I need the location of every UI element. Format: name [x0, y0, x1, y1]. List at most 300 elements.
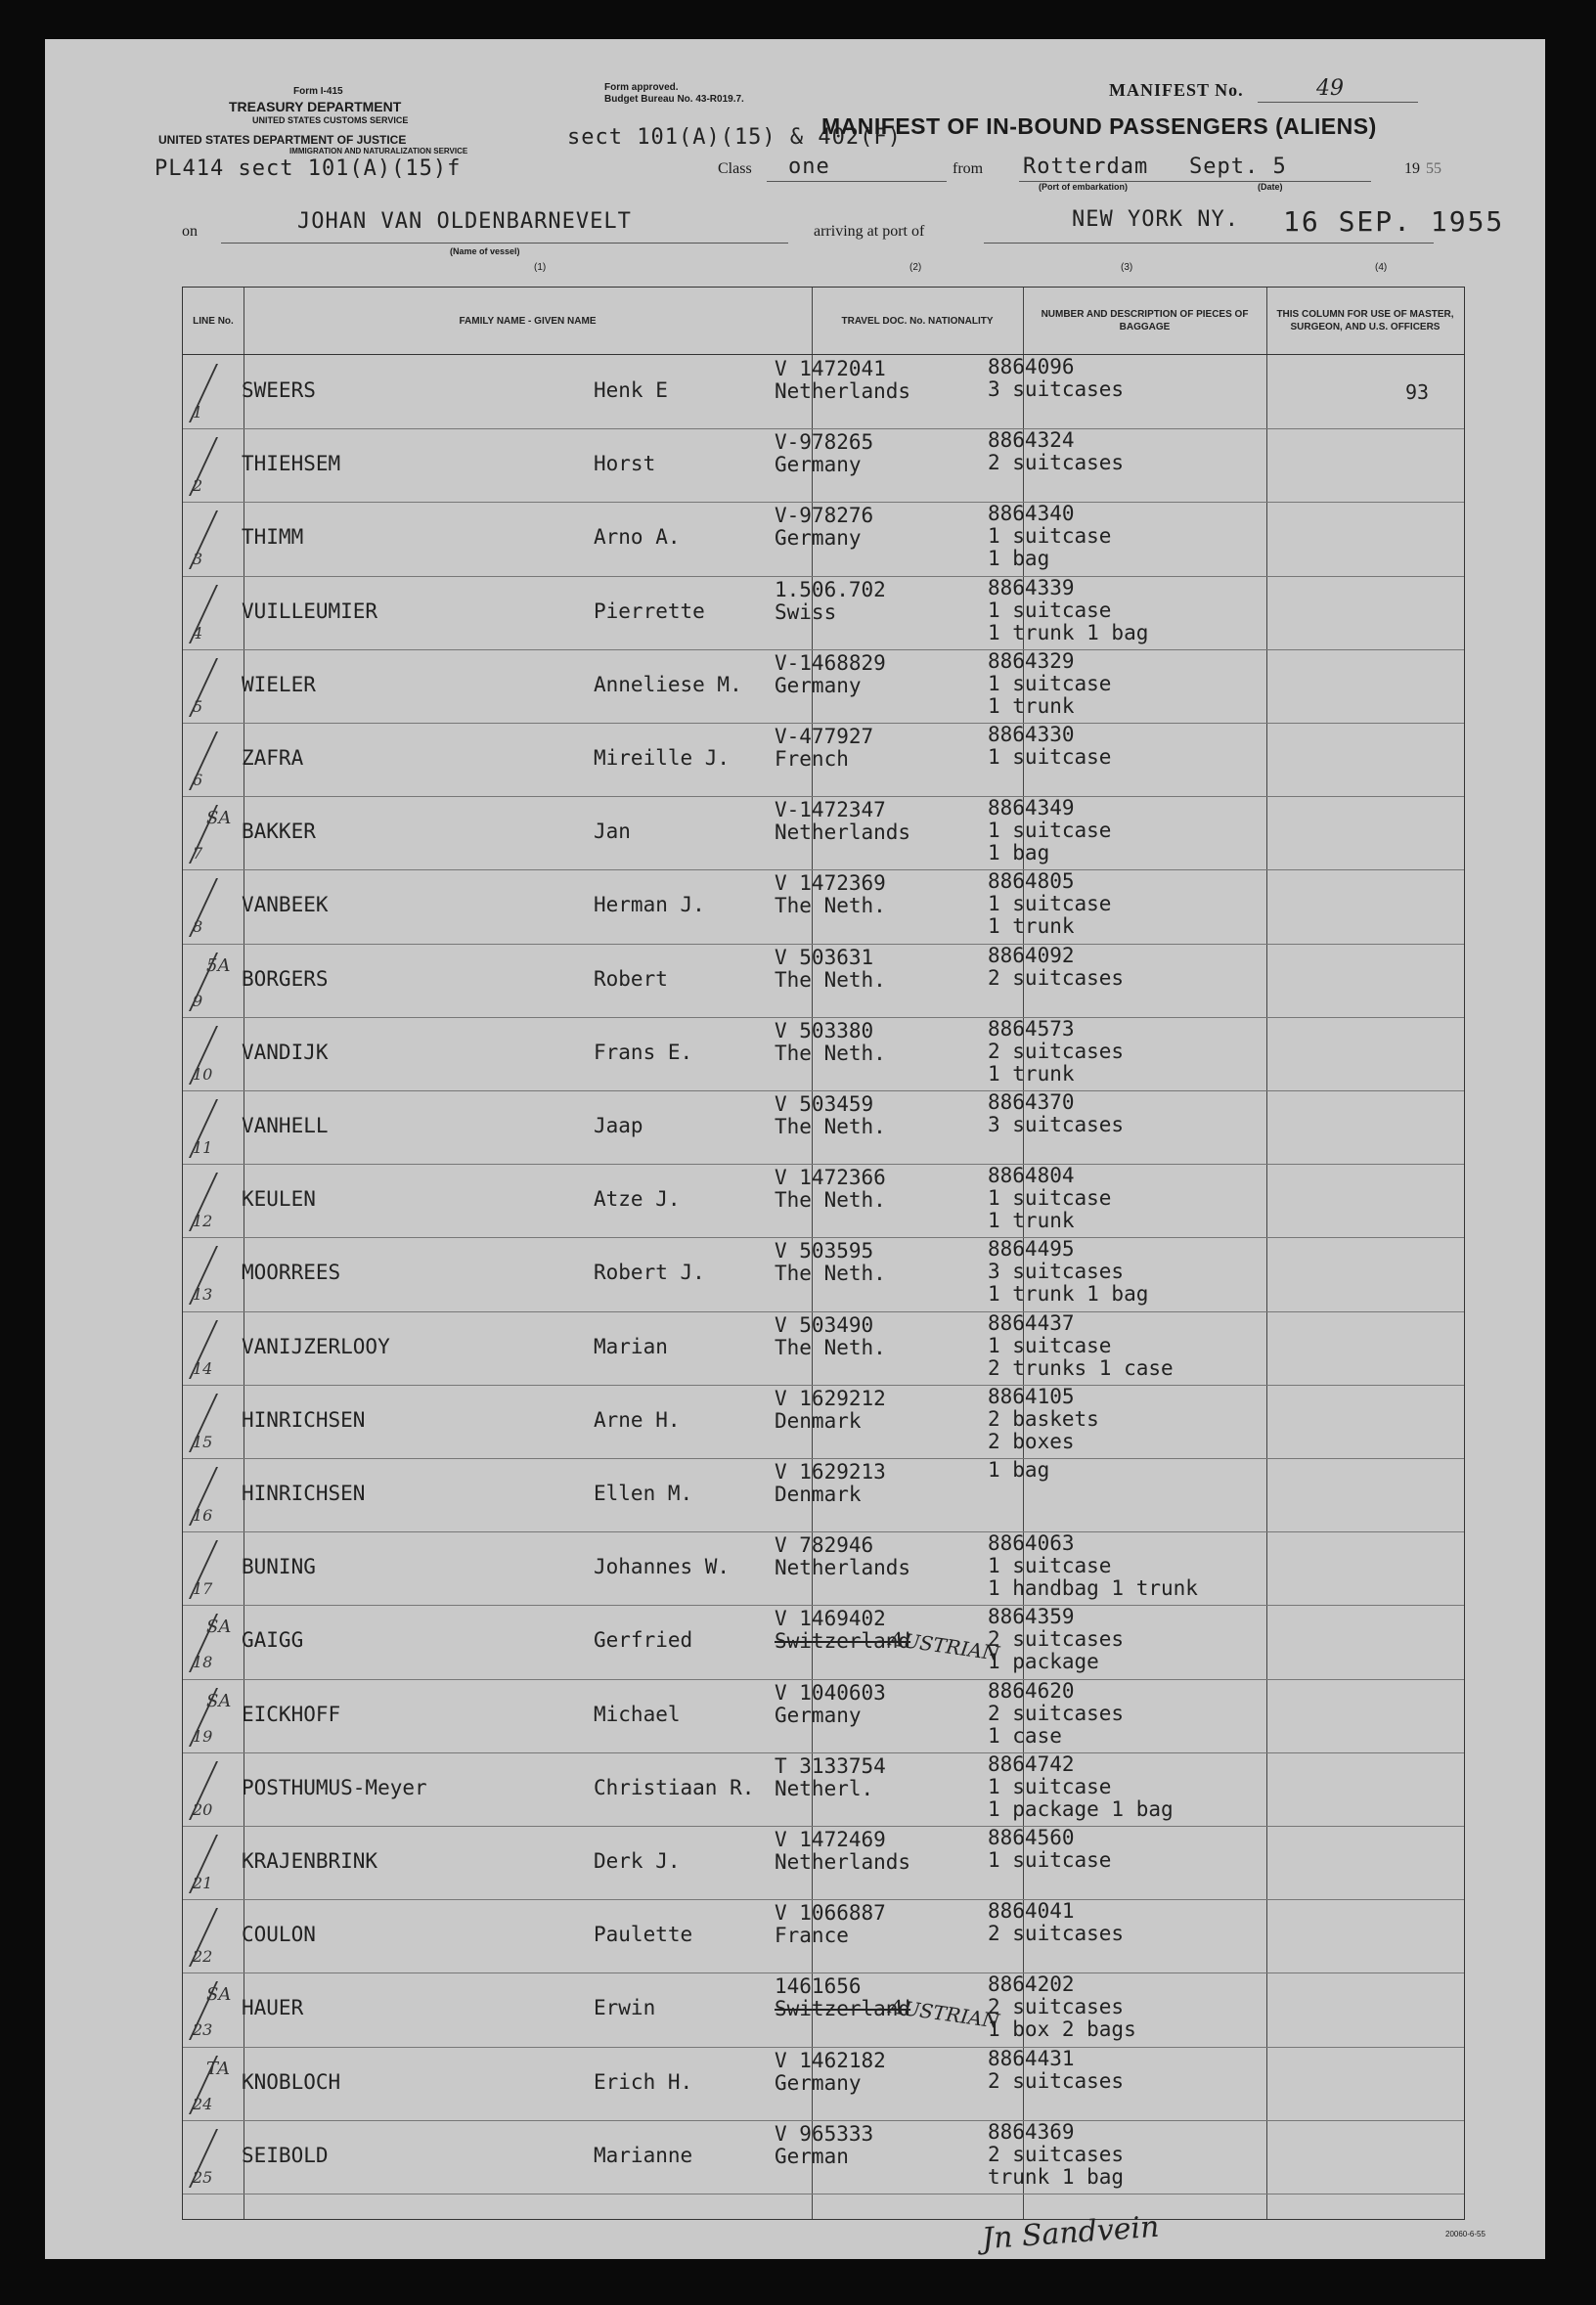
- class-value: one: [788, 155, 830, 179]
- baggage-line: 8864340: [988, 502, 1075, 526]
- line-number: 21: [193, 1874, 213, 1892]
- baggage-line: 1 suitcase: [988, 892, 1112, 916]
- table-row: [183, 1532, 1464, 1606]
- family-name: THIEHSEM: [242, 452, 341, 476]
- embarkation-date: Sept. 5: [1189, 155, 1287, 179]
- given-name: Jaap: [594, 1114, 643, 1137]
- family-name: MOORREES: [242, 1261, 341, 1285]
- given-name: Michael: [594, 1702, 681, 1726]
- family-name: HINRICHSEN: [242, 1407, 366, 1432]
- given-name: Derk J.: [594, 1849, 681, 1873]
- baggage-line: 1 suitcase: [988, 1333, 1112, 1357]
- family-name: COULON: [242, 1923, 316, 1947]
- doc-number: V 503459: [775, 1092, 874, 1116]
- table-row: [183, 650, 1464, 724]
- baggage: [988, 1606, 1124, 1673]
- col-number-4: (4): [1375, 262, 1388, 273]
- baggage-line: 1 trunk: [988, 914, 1075, 939]
- nationality: The Neth.: [775, 1041, 886, 1065]
- baggage-line: 8864370: [988, 1090, 1075, 1114]
- given-name: Gerfried: [594, 1628, 693, 1653]
- family-name: SWEERS: [242, 378, 316, 402]
- footer-signature: Jn Sandvein: [981, 2209, 1161, 2257]
- given-name: Robert: [594, 966, 668, 991]
- travel-doc: [775, 1240, 886, 1285]
- doc-number: V 503490: [775, 1312, 874, 1337]
- family-name: VANBEEK: [242, 893, 329, 917]
- law-line-2: PL414 sect 101(A)(15)f: [155, 156, 462, 181]
- baggage: [988, 1018, 1124, 1086]
- baggage-line: 2 suitcases: [988, 1627, 1125, 1652]
- doc-number: V-978276: [775, 504, 874, 528]
- line-number: 22: [193, 1947, 213, 1967]
- doc-number: V 503595: [775, 1239, 874, 1263]
- baggage-line: 2 suitcases: [988, 1039, 1125, 1063]
- line-number: 18: [193, 1653, 213, 1672]
- family-name: ZAFRA: [242, 746, 304, 770]
- doc-number: V 1629212: [775, 1386, 886, 1410]
- table-row: [183, 503, 1464, 576]
- line-number: 10: [193, 1064, 213, 1084]
- baggage: [988, 797, 1111, 864]
- baggage: [988, 1165, 1111, 1232]
- baggage-line: 8864349: [988, 796, 1075, 820]
- annotation-mark: SA: [206, 1617, 232, 1638]
- travel-doc: [775, 1534, 910, 1579]
- family-name: BUNING: [242, 1555, 316, 1579]
- baggage-line: 2 suitcases: [988, 1922, 1125, 1946]
- baggage: [988, 724, 1111, 769]
- family-name: KNOBLOCH: [242, 2069, 341, 2094]
- line-number: 13: [193, 1285, 213, 1305]
- baggage: [988, 1532, 1198, 1600]
- given-name: Erich H.: [594, 2069, 693, 2094]
- baggage-line: 1 bag: [988, 547, 1050, 571]
- given-name: Herman J.: [594, 893, 705, 917]
- manifest-label: MANIFEST No.: [1109, 80, 1244, 100]
- baggage: [988, 870, 1111, 938]
- line-number: 5: [193, 696, 203, 716]
- doc-number: T 3133754: [775, 1753, 886, 1778]
- baggage-line: 8864202: [988, 1973, 1075, 1997]
- col-header-officers: THIS COLUMN FOR USE OF MASTER, SURGEON, AND U.S. OFFICERS: [1276, 309, 1454, 332]
- baggage: [988, 945, 1124, 990]
- baggage-line: 1 case: [988, 1723, 1062, 1748]
- nationality: Netherlands: [775, 379, 911, 403]
- doc-number: V 1469402: [775, 1607, 886, 1631]
- travel-doc: [775, 1020, 886, 1065]
- baggage-line: 8864573: [988, 1016, 1075, 1041]
- given-name: Marian: [594, 1334, 668, 1358]
- nationality: Germany: [775, 673, 862, 697]
- line-number: 20: [193, 1799, 213, 1819]
- baggage-line: 8864092: [988, 943, 1075, 967]
- year-prefix: 19: [1404, 160, 1420, 177]
- annotation-mark: TA: [206, 2058, 231, 2079]
- line-number: 15: [193, 1432, 213, 1451]
- annotation-mark: SA: [206, 1690, 232, 1711]
- table-row: [183, 429, 1464, 503]
- travel-doc: [775, 1388, 886, 1433]
- baggage-line: 8864742: [988, 1751, 1075, 1776]
- table-row: [183, 577, 1464, 650]
- nationality: Netherlands: [775, 820, 911, 845]
- nationality: Denmark: [775, 1483, 862, 1506]
- baggage-line: 2 suitcases: [988, 1995, 1125, 2019]
- doc-number: V 503380: [775, 1018, 874, 1042]
- travel-doc: [775, 505, 873, 550]
- baggage-line: 8864330: [988, 723, 1075, 746]
- baggage-line: 3 suitcases: [988, 1260, 1125, 1284]
- nationality-correction: AUSTRIAN: [887, 1994, 1001, 2034]
- doc-number: V 503631: [775, 945, 874, 969]
- baggage-line: 8864359: [988, 1605, 1075, 1629]
- travel-doc: [775, 358, 910, 403]
- baggage-line: 1 package 1 bag: [988, 1796, 1174, 1821]
- family-name: BAKKER: [242, 820, 316, 844]
- table-row: [183, 945, 1464, 1018]
- nationality: Netherlands: [775, 1850, 911, 1874]
- family-name: GAIGG: [242, 1628, 304, 1653]
- nationality: The Neth.: [775, 967, 886, 992]
- travel-doc: [775, 726, 873, 771]
- travel-doc: [775, 431, 873, 476]
- travel-doc: [775, 1682, 886, 1727]
- line-number: 6: [193, 771, 203, 789]
- doc-number: V 1472041: [775, 357, 886, 380]
- travel-doc: [775, 872, 886, 917]
- travel-doc: [775, 1755, 886, 1800]
- baggage: [988, 1827, 1111, 1872]
- given-name: Erwin: [594, 1996, 656, 2020]
- manifest-number: 49: [1316, 76, 1344, 101]
- nationality: German: [775, 2144, 849, 2168]
- baggage-line: 2 suitcases: [988, 1701, 1125, 1725]
- arrival-date-stamp: 16 SEP. 1955: [1283, 205, 1505, 238]
- family-name: BORGERS: [242, 966, 329, 991]
- family-name: VANDIJK: [242, 1040, 329, 1064]
- table-row: [183, 1238, 1464, 1311]
- baggage-line: 8864804: [988, 1164, 1075, 1188]
- line-number: 25: [193, 2167, 213, 2187]
- travel-doc: [775, 2050, 886, 2095]
- baggage-line: 2 suitcases: [988, 2142, 1125, 2166]
- baggage: [988, 1091, 1124, 1136]
- doc-number: V-477927: [775, 725, 874, 748]
- table-row: [183, 1827, 1464, 1900]
- date-caption: (Date): [1258, 182, 1283, 192]
- given-name: Robert J.: [594, 1261, 705, 1285]
- table-row: [183, 1753, 1464, 1827]
- baggage: [988, 1459, 1049, 1482]
- footer-code: 20060-6-55: [1445, 2230, 1485, 2239]
- doc-number: V 1629213: [775, 1460, 886, 1484]
- class-label: Class: [718, 160, 752, 177]
- doc-number: V 1040603: [775, 1680, 886, 1705]
- nationality: The Neth.: [775, 1335, 886, 1359]
- table-row: [183, 2048, 1464, 2121]
- arrival-port: NEW YORK NY.: [1072, 207, 1239, 232]
- port-caption: (Port of embarkation): [1039, 182, 1129, 192]
- table-row: [183, 1606, 1464, 1679]
- given-name: Christiaan R.: [594, 1775, 755, 1799]
- given-name: Marianne: [594, 2143, 693, 2167]
- nationality: Germany: [775, 1703, 862, 1727]
- given-name: Pierrette: [594, 598, 705, 623]
- baggage-line: 1 suitcase: [988, 1554, 1112, 1578]
- nationality: Denmark: [775, 1408, 862, 1433]
- baggage-line: 2 suitcases: [988, 2068, 1125, 2093]
- family-name: POSTHUMUS-Meyer: [242, 1775, 427, 1799]
- baggage: [988, 1238, 1148, 1306]
- agency-sub: IMMIGRATION AND NATURALIZATION SERVICE: [289, 147, 468, 155]
- baggage-line: 8864437: [988, 1310, 1075, 1335]
- given-name: Paulette: [594, 1923, 693, 1947]
- table-row: [183, 1459, 1464, 1532]
- table-row: [183, 1386, 1464, 1459]
- baggage: [988, 503, 1111, 570]
- nationality: The Neth.: [775, 1188, 886, 1213]
- baggage-line: 1 trunk: [988, 693, 1075, 718]
- line-number: 1: [193, 403, 203, 421]
- nationality: Germany: [775, 453, 862, 477]
- officer-note: 93: [1405, 380, 1430, 404]
- nationality: Switzerland: [775, 1997, 911, 2021]
- col-header-baggage: NUMBER AND DESCRIPTION OF PIECES OF BAGGAGE: [1041, 309, 1249, 332]
- table-row: [183, 797, 1464, 870]
- baggage-line: 1 suitcase: [988, 1186, 1112, 1211]
- doc-number: V 782946: [775, 1533, 874, 1558]
- baggage-line: 1 trunk 1 bag: [988, 1282, 1149, 1307]
- nationality: The Neth.: [775, 1262, 886, 1286]
- nationality: Swiss: [775, 599, 837, 624]
- line-number: 16: [193, 1506, 213, 1525]
- family-name: VANHELL: [242, 1114, 329, 1137]
- nationality: Switzerland: [775, 1629, 911, 1654]
- nationality-correction: AUSTRIAN: [887, 1626, 1001, 1666]
- baggage: [988, 356, 1124, 401]
- given-name: Henk E: [594, 378, 668, 402]
- doc-number: V 1472369: [775, 871, 886, 896]
- table-row: [183, 1018, 1464, 1091]
- travel-doc: [775, 1093, 886, 1138]
- baggage-line: 1 suitcase: [988, 819, 1112, 843]
- baggage-line: 1 package: [988, 1650, 1099, 1674]
- family-name: KRAJENBRINK: [242, 1849, 378, 1873]
- nationality: The Neth.: [775, 1115, 886, 1138]
- baggage-line: 8864431: [988, 2046, 1075, 2070]
- baggage-line: 2 trunks 1 case: [988, 1355, 1174, 1380]
- baggage: [988, 2121, 1124, 2189]
- doc-number: V-978265: [775, 430, 874, 455]
- baggage-line: 1 suitcase: [988, 1848, 1112, 1872]
- table-row: [183, 1973, 1464, 2047]
- nationality: French: [775, 747, 849, 771]
- agency-stamp: UNITED STATES DEPARTMENT OF JUSTICE: [158, 133, 407, 147]
- baggage-line: trunk 1 bag: [988, 2164, 1125, 2189]
- doc-number: 1.506.702: [775, 577, 886, 601]
- doc-number: V 965333: [775, 2121, 874, 2146]
- travel-doc: [775, 579, 886, 624]
- doc-number: 1461656: [775, 1974, 862, 1999]
- baggage: [988, 1312, 1174, 1380]
- line-number: 7: [193, 844, 203, 864]
- baggage-line: 8864620: [988, 1678, 1075, 1703]
- line-number: 12: [193, 1212, 213, 1231]
- family-name: WIELER: [242, 672, 316, 696]
- doc-number: V 1472469: [775, 1828, 886, 1851]
- table-row: [183, 724, 1464, 797]
- nationality: Germany: [775, 2070, 862, 2095]
- baggage-line: 2 boxes: [988, 1429, 1075, 1453]
- baggage: [988, 429, 1124, 474]
- baggage-line: 8864805: [988, 869, 1075, 894]
- travel-doc: [775, 1167, 886, 1212]
- family-name: EICKHOFF: [242, 1702, 341, 1726]
- travel-doc: [775, 799, 910, 844]
- passenger-table: [182, 287, 1465, 2220]
- vessel-caption: (Name of vessel): [450, 246, 520, 256]
- baggage-line: 8864324: [988, 428, 1075, 453]
- given-name: Ellen M.: [594, 1482, 693, 1505]
- form-approved: Form approved.: [604, 82, 679, 93]
- baggage-line: 8864339: [988, 575, 1075, 599]
- col-number-2: (2): [909, 262, 922, 273]
- table-row: [183, 2121, 1464, 2194]
- travel-doc: [775, 1829, 910, 1874]
- family-name: THIMM: [242, 525, 304, 550]
- port-of-embarkation: Rotterdam: [1023, 155, 1149, 179]
- col-header-name: FAMILY NAME - GIVEN NAME: [459, 315, 597, 327]
- baggage: [988, 650, 1111, 718]
- baggage-line: 8864063: [988, 1531, 1075, 1556]
- given-name: Frans E.: [594, 1040, 693, 1064]
- given-name: Mireille J.: [594, 746, 731, 770]
- baggage: [988, 577, 1148, 644]
- family-name: SEIBOLD: [242, 2143, 329, 2167]
- baggage-line: 1 suitcase: [988, 745, 1112, 769]
- line-number: 17: [193, 1579, 213, 1599]
- travel-doc: [775, 1902, 886, 1947]
- line-number: 3: [193, 550, 203, 569]
- department: TREASURY DEPARTMENT: [229, 99, 402, 114]
- given-name: Jan: [594, 820, 631, 844]
- law-line-1: sect 101(A)(15) & 402(F): [567, 125, 902, 150]
- line-number: 2: [193, 476, 203, 496]
- on-label: on: [182, 223, 198, 240]
- baggage-line: 8864041: [988, 1899, 1075, 1924]
- given-name: Arne H.: [594, 1407, 681, 1432]
- table-row: [183, 1900, 1464, 1973]
- table-row: [183, 1312, 1464, 1386]
- col-number-3: (3): [1121, 262, 1133, 273]
- baggage-line: 2 suitcases: [988, 451, 1125, 475]
- line-number: 8: [193, 917, 203, 937]
- from-label: from: [953, 160, 984, 177]
- doc-number: V-1468829: [775, 650, 886, 675]
- given-name: Johannes W.: [594, 1555, 731, 1579]
- baggage-line: 1 suitcase: [988, 671, 1112, 695]
- line-number: 4: [193, 623, 203, 643]
- table-row: [183, 1680, 1464, 1753]
- baggage-line: 8864495: [988, 1237, 1075, 1262]
- annotation-mark: SA: [206, 1984, 232, 2006]
- line-number: 23: [193, 2020, 213, 2040]
- nationality: Netherlands: [775, 1556, 911, 1580]
- baggage-line: 1 bag: [988, 1458, 1050, 1482]
- baggage-line: 1 suitcase: [988, 524, 1112, 549]
- line-number: 19: [193, 1726, 213, 1746]
- nationality: The Neth.: [775, 894, 886, 918]
- baggage: [988, 1680, 1124, 1748]
- travel-doc: [775, 2123, 873, 2168]
- table-row: [183, 356, 1464, 429]
- col-number-1: (1): [534, 262, 547, 273]
- table-row: [183, 1091, 1464, 1165]
- given-name: Horst: [594, 452, 656, 476]
- baggage-line: 1 trunk: [988, 1061, 1075, 1086]
- baggage-line: 3 suitcases: [988, 377, 1125, 401]
- family-name: HINRICHSEN: [242, 1482, 366, 1505]
- doc-number: V 1462182: [775, 2048, 886, 2072]
- table-row: [183, 1165, 1464, 1238]
- travel-doc: [775, 947, 886, 992]
- col-header-doc: TRAVEL DOC. No. NATIONALITY: [841, 315, 994, 327]
- nationality: France: [775, 1924, 849, 1948]
- family-name: VANIJZERLOOY: [242, 1334, 390, 1358]
- manifest-title: MANIFEST OF IN-BOUND PASSENGERS (ALIENS): [821, 113, 1377, 139]
- annotation-mark: 5A: [206, 954, 231, 976]
- line-number: 24: [193, 2094, 213, 2113]
- travel-doc: [775, 1461, 886, 1506]
- line-number: 14: [193, 1358, 213, 1378]
- baggage-line: 2 suitcases: [988, 965, 1125, 990]
- baggage-line: 1 trunk: [988, 1209, 1075, 1233]
- arriving-label: arriving at port of: [814, 223, 925, 240]
- baggage-line: 2 baskets: [988, 1406, 1099, 1431]
- baggage-line: 8864560: [988, 1826, 1075, 1849]
- baggage-line: 3 suitcases: [988, 1113, 1125, 1136]
- baggage: [988, 1386, 1099, 1453]
- line-number: 9: [193, 991, 203, 1010]
- baggage-line: 1 bag: [988, 841, 1050, 865]
- service: UNITED STATES CUSTOMS SERVICE: [252, 115, 409, 125]
- baggage-line: 1 suitcase: [988, 1774, 1112, 1798]
- doc-number: V-1472347: [775, 798, 886, 822]
- baggage: [988, 1973, 1136, 2041]
- table-row: [183, 870, 1464, 944]
- baggage-line: 8864369: [988, 2119, 1075, 2144]
- baggage: [988, 1900, 1124, 1945]
- nationality: Germany: [775, 526, 862, 551]
- baggage-line: 1 suitcase: [988, 598, 1112, 622]
- annotation-mark: SA: [206, 808, 232, 829]
- baggage-line: 8864096: [988, 355, 1075, 378]
- col-header-line: LINE No.: [193, 315, 234, 327]
- travel-doc: [775, 1314, 886, 1359]
- budget-bureau: Budget Bureau No. 43-R019.7.: [604, 94, 744, 105]
- form-id: Form I-415: [293, 86, 343, 97]
- line-number: 11: [193, 1138, 213, 1157]
- baggage-line: 1 box 2 bags: [988, 2017, 1136, 2042]
- baggage-line: 8864105: [988, 1384, 1075, 1408]
- vessel-name: JOHAN VAN OLDENBARNEVELT: [297, 209, 632, 234]
- baggage-line: 1 handbag 1 trunk: [988, 1576, 1198, 1601]
- baggage-line: 8864329: [988, 648, 1075, 673]
- family-name: VUILLEUMIER: [242, 598, 378, 623]
- given-name: Anneliese M.: [594, 672, 742, 696]
- given-name: Atze J.: [594, 1187, 681, 1212]
